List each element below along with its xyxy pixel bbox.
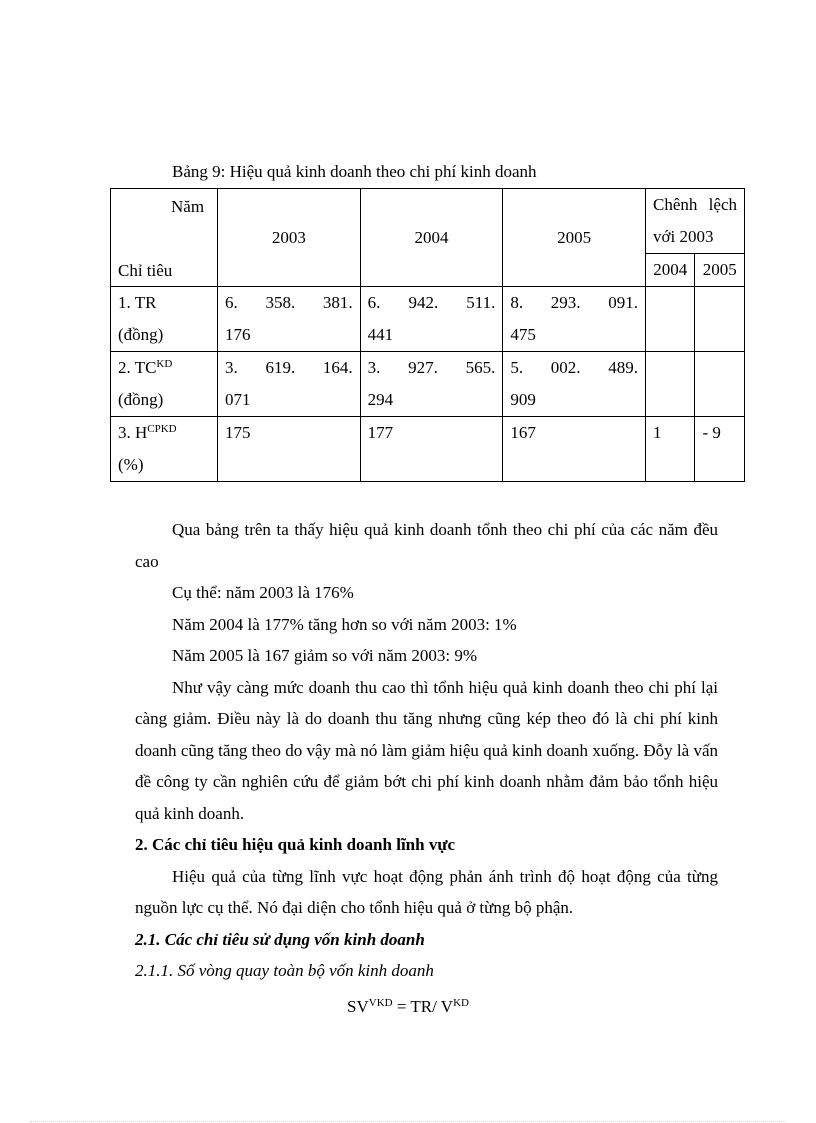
cell-2005: 167: [503, 417, 646, 482]
cell-2005: 5. 002. 489. 909: [503, 352, 646, 417]
table-caption: Bảng 9: Hiệu quả kinh doanh theo chi phí kinh doanh: [172, 162, 537, 181]
cell-diff-2004: [646, 352, 695, 417]
subsubsection-heading: 2.1.1. Số vòng quay toàn bộ vốn kinh doanh: [135, 961, 434, 980]
paragraph: Qua bảng trên ta thấy hiệu quả kinh doanh tổnh theo chi phí của các năm đều cao: [135, 520, 718, 571]
cell-diff-2004: [646, 287, 695, 352]
row-label: 2. $TC^{KD}$ (đồng): [111, 352, 218, 417]
cell-diff-2005: - 9: [695, 417, 745, 482]
cell-2004: 177: [360, 417, 503, 482]
cell-2005: 8. 293. 091. 475: [503, 287, 646, 352]
cell-diff-2005: [695, 287, 745, 352]
header-chenh-lech: Chênh lệch với 2003: [646, 189, 745, 254]
header-corner-cell: [111, 189, 218, 287]
paragraph: Cụ thể: năm 2003 là 176%: [172, 583, 354, 602]
cell-diff-2004: 1: [646, 417, 695, 482]
subheader-2005: 2005: [695, 254, 745, 287]
cell-2004: 6. 942. 511. 441: [360, 287, 503, 352]
header-2003: 2003: [218, 189, 361, 287]
page-bottom-rule: [30, 1121, 786, 1122]
row-label: 3. $H^{CPKD}$ (%): [111, 417, 218, 482]
cell-2003: 6. 358. 381. 176: [218, 287, 361, 352]
cell-2003: 175: [218, 417, 361, 482]
paragraph: Hiệu quả của từng lĩnh vực hoạt động phản ánh trình độ hoạt động của từng nguồn lực cụ thể. Nó đại diện cho tổnh hiệu quả ở từng bộ phận.: [135, 866, 718, 917]
header-chi-tieu: Chỉ tiêu: [118, 261, 173, 280]
body-text: [135, 514, 718, 987]
cell-2004: 3. 927. 565. 294: [360, 352, 503, 417]
subheader-2004: 2004: [646, 254, 695, 287]
paragraph: Như vậy càng mức doanh thu cao thì tổnh hiệu quả kinh doanh theo chi phí lại càng giảm. Điều này là do doanh thu tăng nhưng cũng kép theo đó là chi phí kinh doanh cũng tăng theo do vậy mà nó làm giảm hiệu quả kinh doanh xuống. Đỗy là vấn đề công ty cần nghiên cứu để giảm bớt chi phí kinh doanh nhằm đảm bảo tổnh hiệu quả kinh doanh.: [135, 677, 718, 823]
paragraph: Năm 2005 là 167 giảm so với năm 2003: 9%: [172, 646, 478, 665]
cell-diff-2005: [695, 352, 745, 417]
formula: $SV^{VKD} = TR/$ $V^{KD}$: [347, 997, 469, 1016]
row-label: 1. TR (đồng): [111, 287, 218, 352]
table-header-row: [111, 189, 745, 254]
paragraph: Năm 2004 là 177% tăng hơn so với năm 2003: 1%: [172, 614, 517, 634]
table-row: [111, 352, 745, 417]
header-2004: 2004: [360, 189, 503, 287]
table-row: [111, 287, 745, 352]
header-nam: Năm: [171, 197, 205, 216]
cell-2003: 3. 619. 164. 071: [218, 352, 361, 417]
header-2005: 2005: [503, 189, 646, 287]
table-row: [111, 417, 745, 482]
efficiency-table: [110, 188, 745, 482]
section-heading: 2. Các chỉ tiêu hiệu quả kinh doanh lĩnh vực: [135, 835, 456, 854]
subsection-heading: 2.1. Các chỉ tiêu sử dụng vốn kinh doanh: [135, 929, 425, 949]
